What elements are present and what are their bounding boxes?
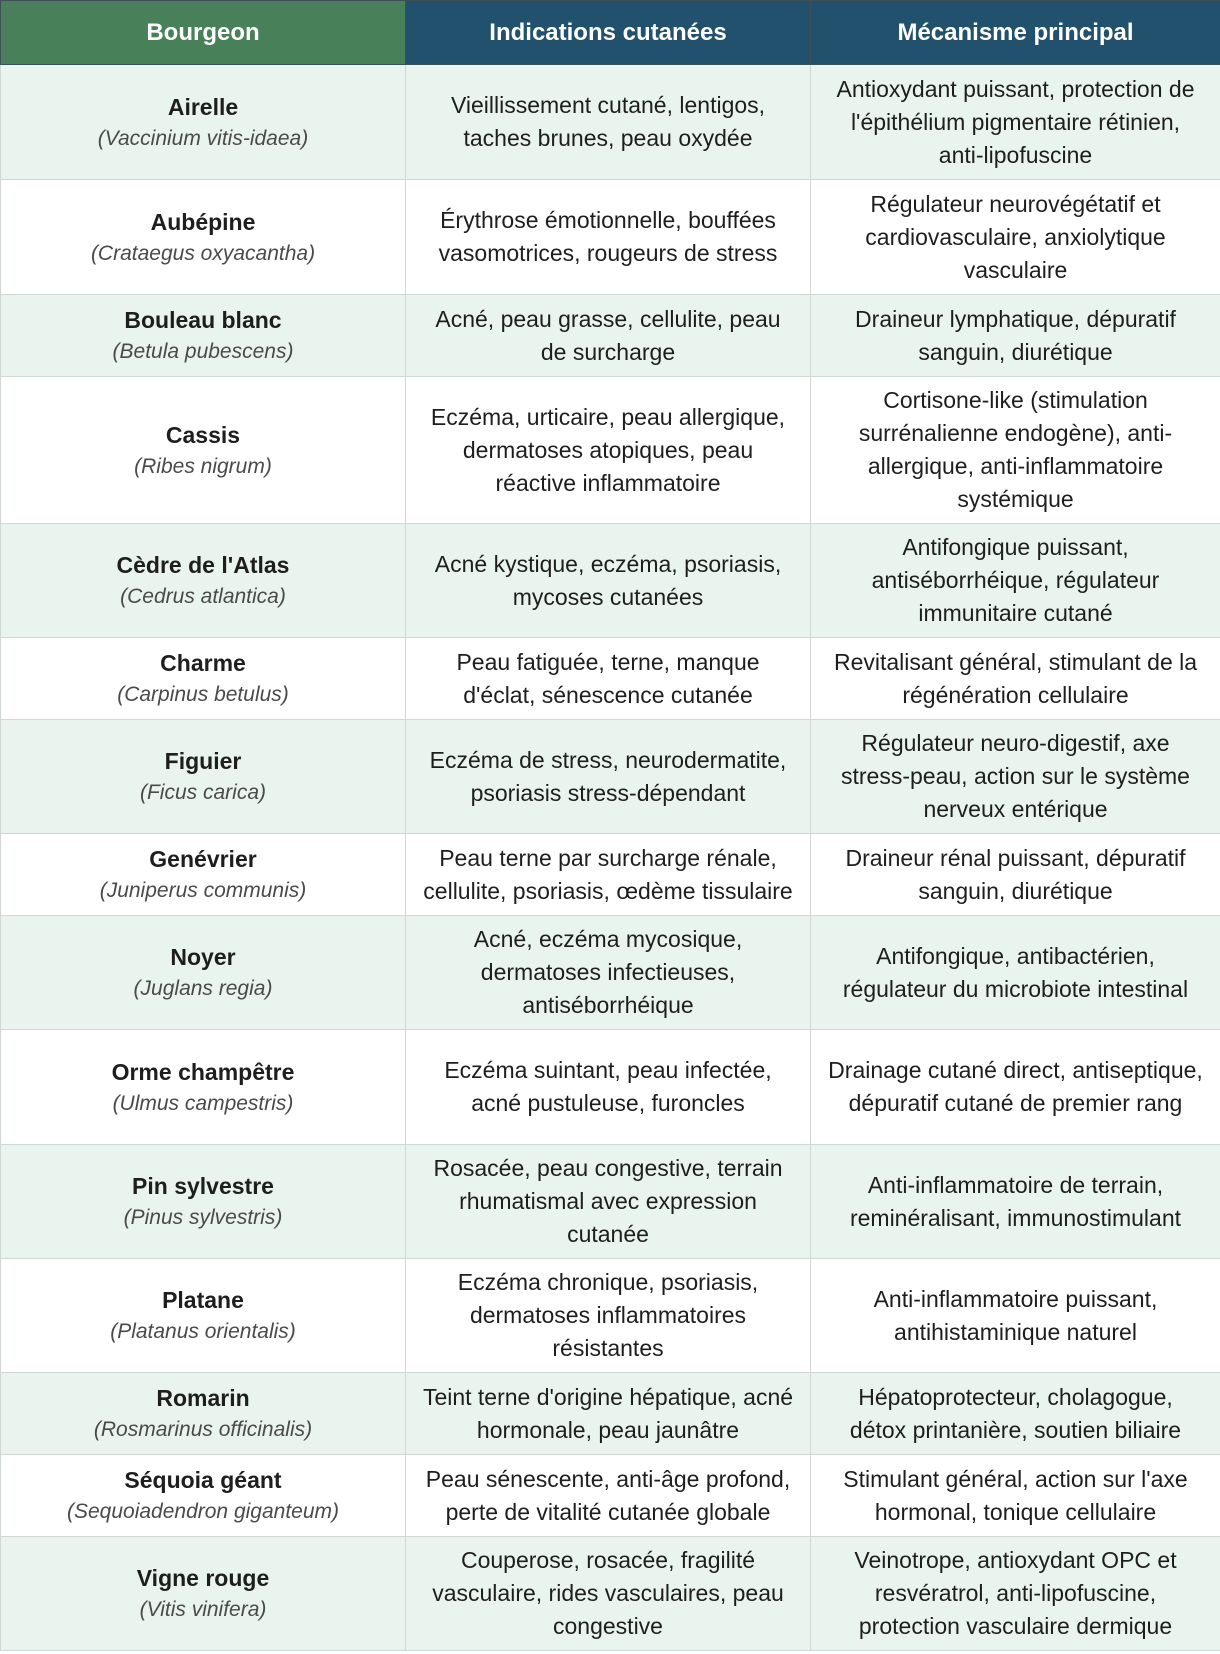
table-row [1,834,1220,916]
bud-cell [1,524,406,638]
indications-cell: Acné kystique, eczéma, psoriasis, mycoses cutanées [406,524,811,638]
indications-cell: Peau fatiguée, terne, manque d'éclat, sénescence cutanée [406,638,811,720]
bud-name: Figuier [164,748,242,774]
header-indications: Indications cutanées [406,1,811,65]
mechanism-cell: Stimulant général, action sur l'axe hormonal, tonique cellulaire [811,1455,1220,1537]
table-row [1,1145,1220,1259]
bud-latin-name: (Ribes nigrum) [134,454,272,478]
indications-cell: Peau sénescente, anti-âge profond, perte de vitalité cutanée globale [406,1455,811,1537]
table-row [1,638,1220,720]
mechanism-cell: Revitalisant général, stimulant de la régénération cellulaire [811,638,1220,720]
bud-cell [1,295,406,377]
indications-cell: Couperose, rosacée, fragilité vasculaire, rides vasculaires, peau congestive [406,1537,811,1651]
bud-latin-name: (Sequoiadendron giganteum) [66,1500,340,1523]
bud-latin-name: (Vaccinium vitis-idaea) [97,126,309,150]
bud-name: Romarin [156,1385,250,1411]
bud-latin-name: (Vitis vinifera) [139,1598,267,1621]
table-row [1,1259,1220,1373]
table-header-row [1,1,1220,65]
table-row [1,1373,1220,1455]
bud-cell [1,1145,406,1259]
bud-name: Noyer [170,944,236,970]
bud-name: Genévrier [149,846,257,872]
bud-latin-name: (Betula pubescens) [112,340,294,363]
indications-cell: Eczéma suintant, peau infectée, acné pustuleuse, furoncles [406,1030,811,1145]
bud-cell [1,1455,406,1537]
bud-cell [1,180,406,295]
bud-latin-name: (Crataegus oxyacantha) [90,241,316,265]
mechanism-cell: Drainage cutané direct, antiseptique, dépuratif cutané de premier rang [811,1030,1220,1145]
bud-name: Cassis [165,421,241,448]
mechanism-cell: Antifongique puissant, antiséborrhéique, régulateur immunitaire cutané [811,524,1220,638]
bud-latin-name: (Rosmarinus officinalis) [93,1418,313,1441]
mechanism-cell: Régulateur neuro-digestif, axe stress-peau, action sur le système nerveux entérique [811,720,1220,834]
indications-cell: Eczéma chronique, psoriasis, dermatoses inflammatoires résistantes [406,1259,811,1373]
indications-cell: Vieillissement cutané, lentigos, taches brunes, peau oxydée [406,65,811,180]
bud-name: Orme champêtre [111,1058,295,1085]
bud-name: Charme [160,650,246,676]
indications-cell: Peau terne par surcharge rénale, cellulite, psoriasis, œdème tissulaire [406,834,811,916]
indications-cell: Acné, peau grasse, cellulite, peau de surcharge [406,295,811,377]
bud-latin-name: (Ficus carica) [139,781,266,804]
mechanism-cell: Draineur rénal puissant, dépuratif sanguin, diurétique [811,834,1220,916]
bud-name: Pin sylvestre [132,1173,274,1199]
table-row [1,65,1220,180]
mechanism-cell: Régulateur neurovégétatif et cardiovasculaire, anxiolytique vasculaire [811,180,1220,295]
indications-cell: Eczéma de stress, neurodermatite, psoriasis stress-dépendant [406,720,811,834]
indications-cell: Eczéma, urticaire, peau allergique, dermatoses atopiques, peau réactive inflammatoire [406,377,811,524]
bud-name: Aubépine [150,208,256,235]
table-row [1,524,1220,638]
mechanism-cell: Hépatoprotecteur, cholagogue, détox printanière, soutien biliaire [811,1373,1220,1455]
bud-cell [1,1259,406,1373]
header-mecanisme: Mécanisme principal [811,1,1220,65]
bud-name: Airelle [167,93,239,120]
mechanism-cell: Antifongique, antibactérien, régulateur du microbiote intestinal [811,916,1220,1030]
bud-cell [1,720,406,834]
mechanism-cell: Cortisone-like (stimulation surrénalienne endogène), anti-allergique, anti-inflammatoire systémique [811,377,1220,524]
table-row [1,1455,1220,1537]
bud-latin-name: (Carpinus betulus) [117,683,289,706]
table-row [1,720,1220,834]
bud-cell [1,916,406,1030]
bud-name: Séquoia géant [124,1467,282,1493]
mechanism-cell: Antioxydant puissant, protection de l'épithélium pigmentaire rétinien, anti-lipofuscine [811,65,1220,180]
table-row [1,295,1220,377]
bud-latin-name: (Pinus sylvestris) [123,1206,283,1229]
table-row [1,916,1220,1030]
bud-latin-name: (Cedrus atlantica) [120,585,286,608]
bud-cell [1,1373,406,1455]
bud-cell [1,65,406,180]
bud-latin-name: (Platanus orientalis) [110,1320,296,1343]
bud-latin-name: (Ulmus campestris) [112,1091,294,1115]
bud-cell [1,1537,406,1651]
mechanism-cell: Veinotrope, antioxydant OPC et resvératrol, anti-lipofuscine, protection vasculaire dermique [811,1537,1220,1651]
bud-latin-name: (Juglans regia) [133,977,273,1000]
indications-cell: Rosacée, peau congestive, terrain rhumatismal avec expression cutanée [406,1145,811,1259]
indications-cell: Acné, eczéma mycosique, dermatoses infectieuses, antiséborrhéique [406,916,811,1030]
bud-cell [1,638,406,720]
table-row [1,180,1220,295]
bud-name: Bouleau blanc [124,307,282,333]
bud-name: Vigne rouge [136,1565,270,1591]
header-bourgeon: Bourgeon [1,1,406,65]
bud-name: Platane [162,1287,244,1313]
table-row [1,1030,1220,1145]
mechanism-cell: Draineur lymphatique, dépuratif sanguin, diurétique [811,295,1220,377]
mechanism-cell: Anti-inflammatoire puissant, antihistaminique naturel [811,1259,1220,1373]
bud-cell [1,834,406,916]
bud-cell [1,1030,406,1145]
bud-name: Cèdre de l'Atlas [116,552,290,578]
indications-cell: Teint terne d'origine hépatique, acné hormonale, peau jaunâtre [406,1373,811,1455]
table-row [1,377,1220,524]
bud-cell [1,377,406,524]
table-row [1,1537,1220,1651]
bud-latin-name: (Juniperus communis) [99,879,307,902]
mechanism-cell: Anti-inflammatoire de terrain, reminéralisant, immunostimulant [811,1145,1220,1259]
indications-cell: Érythrose émotionnelle, bouffées vasomotrices, rougeurs de stress [406,180,811,295]
